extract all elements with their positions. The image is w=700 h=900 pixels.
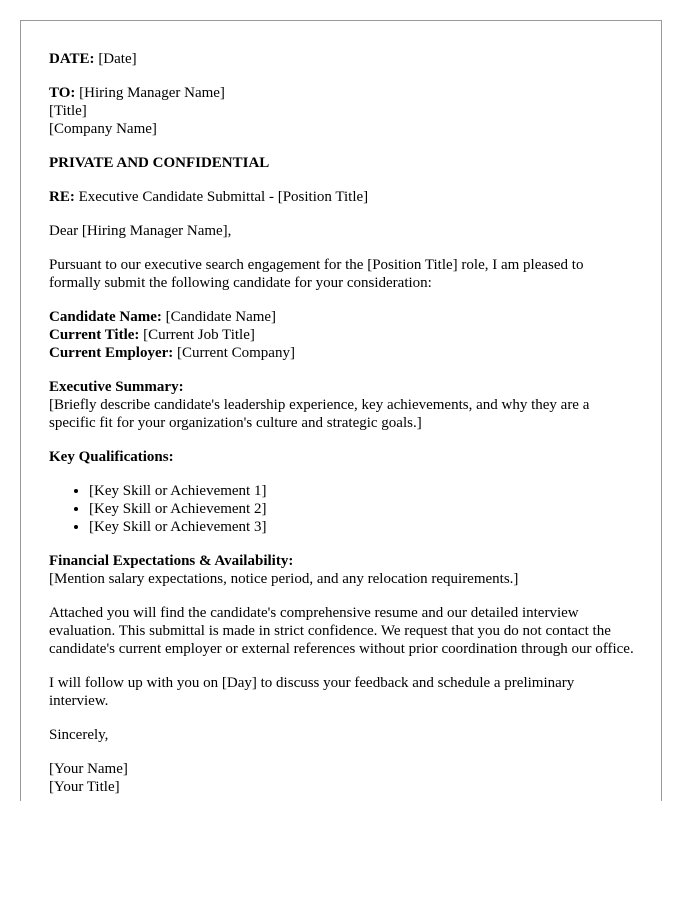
list-item: • [Key Skill or Achievement 3] <box>89 518 634 536</box>
salutation: Dear [Hiring Manager Name], <box>49 223 232 239</box>
recipient-block <box>49 84 634 138</box>
list-item: • [Key Skill or Achievement 2] <box>89 500 634 518</box>
to-company: [Company Name] <box>49 121 157 137</box>
re-label: RE: <box>49 189 75 205</box>
attached-paragraph: Attached you will find the candidate's comprehensive resume and our detailed interview evaluation. This submittal is made in strict confidence. We request that you do not contact the candidate's current employer or external references without prior coordination through our office. <box>49 605 634 657</box>
candidate-details <box>49 308 634 362</box>
re-value: Executive Candidate Submittal - [Position Title] <box>78 189 369 205</box>
current-employer-value: [Current Company] <box>177 345 295 361</box>
date-label: DATE: <box>49 51 95 67</box>
key-qualifications-list <box>49 482 634 536</box>
intro-paragraph: Pursuant to our executive search engagement for the [Position Title] role, I am pleased to formally submit the following candidate for your consideration: <box>49 257 584 291</box>
confidential-notice <box>49 154 634 172</box>
financial-heading: Financial Expectations & Availability: <box>49 553 294 569</box>
candidate-name-value: [Candidate Name] <box>165 309 277 325</box>
current-title-label: Current Title: <box>49 327 140 343</box>
financial-expectations <box>49 552 634 588</box>
executive-summary-text: [Briefly describe candidate's leadership experience, key achievements, and why they are a specific fit for your organization's culture and strategic goals.] <box>49 397 590 431</box>
candidate-name-label: Candidate Name: <box>49 309 162 325</box>
confidential-text: PRIVATE AND CONFIDENTIAL <box>49 155 270 171</box>
closing: Sincerely, <box>49 727 109 743</box>
letter-page <box>20 20 662 801</box>
followup-paragraph: I will follow up with you on [Day] to discuss your feedback and schedule a preliminary interview. <box>49 675 575 709</box>
key-qualifications-heading-block <box>49 448 634 466</box>
list-item: • [Key Skill or Achievement 1] <box>89 482 634 500</box>
current-title-value: [Current Job Title] <box>143 327 255 343</box>
date-value: [Date] <box>98 51 137 67</box>
financial-text: [Mention salary expectations, notice period, and any relocation requirements.] <box>49 571 519 587</box>
date-line <box>49 50 634 68</box>
re-line <box>49 188 634 206</box>
to-line <box>49 84 634 102</box>
key-qualifications-heading: Key Qualifications: <box>49 449 174 465</box>
current-employer-line <box>49 344 634 362</box>
signature-title: [Your Title] <box>49 779 120 795</box>
to-title: [Title] <box>49 103 87 119</box>
to-name: [Hiring Manager Name] <box>79 85 225 101</box>
current-title-line <box>49 326 634 344</box>
to-label: TO: <box>49 85 76 101</box>
letter-body <box>49 50 634 801</box>
signature-name: [Your Name] <box>49 761 128 777</box>
current-employer-label: Current Employer: <box>49 345 174 361</box>
candidate-name-line <box>49 308 634 326</box>
signature-block <box>49 760 634 796</box>
executive-summary <box>49 378 634 432</box>
executive-summary-heading: Executive Summary: <box>49 379 184 395</box>
